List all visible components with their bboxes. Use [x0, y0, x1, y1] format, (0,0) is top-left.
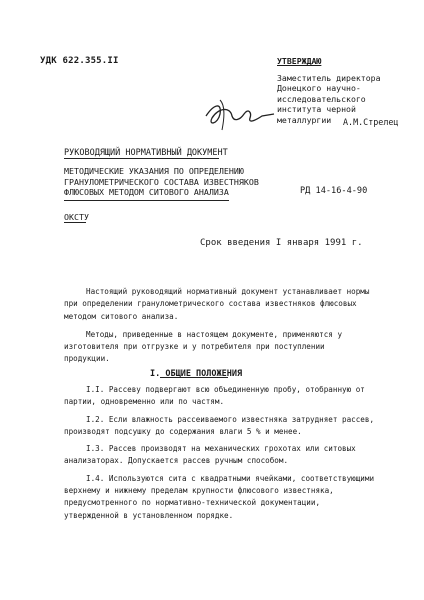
- intro-paragraph: Методы, приведенные в настоящем документе, применяются у изготовителя при отгрузке и у потребителя при поступлении продукции.: [64, 329, 343, 364]
- title-line: МЕТОДИЧЕСКИЕ УКАЗАНИЯ ПО ОПРЕДЕЛЕНИЮ: [64, 166, 244, 176]
- handwritten-signature: [200, 90, 280, 135]
- clause: I.2. Если влажность рассеиваемого известняка затрудняет рассев, производят подсушку до содержания влаги 5 % и менее.: [64, 414, 375, 436]
- intro-paragraph: Настоящий руководящий нормативный документ устанавливает нормы при определении гранулометрического состава известняков флюсовых методом ситового анализа.: [64, 287, 370, 321]
- clause: I.4. Используются сита с квадратными ячейками, соответствующими верхнему и нижнему пределам крупности флюсового известняка, предусмотренного по нормативно-технической документации, утвержденной в установленном порядке.: [64, 473, 375, 520]
- clause: I.3. Рассев производят на механических грохотах или ситовых анализаторах. Допускается рассев ручным способом.: [64, 444, 356, 466]
- udk-code: УДК 622.355.II: [40, 56, 119, 66]
- approval-block: [277, 56, 417, 125]
- section-items: [64, 384, 376, 522]
- approval-position-line: Донецкого научно-: [277, 83, 361, 93]
- classifier-code: ОКСТУ: [64, 212, 89, 222]
- approval-signer-name: А.М.Стрелец: [343, 117, 399, 127]
- section-underline: [160, 377, 228, 378]
- title-underline: [64, 200, 229, 201]
- approval-title: УТВЕРЖДАЮ: [277, 56, 322, 66]
- title-line: ГРАНУЛОМЕТРИЧЕСКОГО СОСТАВА ИЗВЕСТНЯКОВ: [64, 176, 259, 187]
- document-code: РД 14-16-4-90: [300, 186, 368, 196]
- approval-position-line: исследовательского: [277, 93, 366, 104]
- document-type: РУКОВОДЯЩИЙ НОРМАТИВНЫЙ ДОКУМЕНТ: [64, 148, 228, 158]
- doc-type-underline: [64, 158, 219, 159]
- classifier-underline: [64, 222, 86, 223]
- approval-position-line: Заместитель директора: [277, 72, 381, 83]
- approval-position-line: металлургии: [277, 114, 332, 125]
- approval-position-line: института черной: [277, 104, 356, 114]
- effective-date: Срок введения I января 1991 г.: [200, 238, 363, 248]
- section-heading: I. ОБЩИЕ ПОЛОЖЕНИЯ: [150, 369, 243, 379]
- title-line: ФЛЮСОВЫХ МЕТОДОМ СИТОВОГО АНАЛИЗА: [64, 187, 229, 197]
- introduction: [64, 286, 374, 366]
- document-title: [64, 166, 294, 198]
- clause: I.I. Рассеву подвергают всю объединенную пробу, отобранную от партии, одновременно или по частям.: [64, 385, 365, 407]
